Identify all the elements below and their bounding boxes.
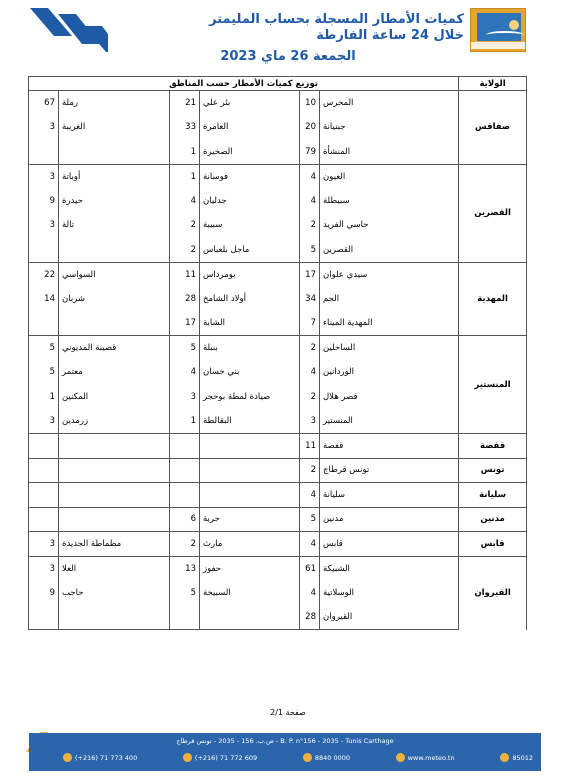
rainfall-value [170,605,200,630]
station-name: المهدية الميناء [320,311,459,336]
rainfall-value: 3 [29,115,59,140]
station-name [59,483,170,508]
rainfall-value: 28 [170,287,200,312]
rainfall-value: 34 [300,287,320,312]
table-row [29,385,527,410]
rainfall-value: 1 [170,140,200,165]
station-name: الصخيرة [200,140,300,165]
station-name: أولاد الشامخ [200,287,300,312]
rainfall-value: 5 [300,238,320,263]
rainfall-value: 7 [300,311,320,336]
fax-contact: (+216) 71 772 609 [183,753,257,762]
fax-icon [183,753,192,762]
rainfall-value: 5 [29,360,59,385]
rainfall-value: 2 [300,385,320,410]
rainfall-value: 20 [300,115,320,140]
rainfall-value: 3 [300,409,320,434]
table-row [29,581,527,606]
rainfall-value: 1 [29,385,59,410]
sms-icon [500,753,509,762]
station-name: جبنيانة [320,115,459,140]
decorative-stripes [28,6,108,52]
table-row [29,189,527,214]
rainfall-value: 2 [170,213,200,238]
station-name: تونس قرطاج [320,458,459,483]
station-name: الساحلين [320,336,459,361]
station-name: جربة [200,507,300,532]
distribution-header: توزيع كميات الأمطار حسب المناطق [29,77,459,91]
station-name: حاسي الفريد [320,213,459,238]
station-name [59,507,170,532]
station-name: شربان [59,287,170,312]
rainfall-table [28,76,527,630]
rainfall-value: 4 [300,189,320,214]
rainfall-value [170,483,200,508]
station-name: قصيبة المديوني [59,336,170,361]
table-row [29,91,527,116]
rainfall-value: 21 [170,91,200,116]
station-name: القيروان [320,605,459,630]
table-row [29,164,527,189]
rainfall-value: 4 [170,360,200,385]
station-name: سليانة [320,483,459,508]
phone-free-icon [303,753,312,762]
station-name: صيادة لمطة بوحجر [200,385,300,410]
rainfall-value: 14 [29,287,59,312]
table-row [29,262,527,287]
rainfall-value: 33 [170,115,200,140]
governorate-name: تونس [459,458,527,483]
rainfall-value: 11 [300,434,320,459]
station-name: قفصة [320,434,459,459]
rainfall-value: 1 [170,409,200,434]
table-row [29,532,527,557]
rainfall-value: 4 [300,164,320,189]
station-name [59,238,170,263]
report-subtitle: خلال 24 ساعة الفارطة [316,28,464,43]
rainfall-value: 5 [170,581,200,606]
free-number: 8840 0000 [303,753,350,762]
rainfall-value [29,140,59,165]
station-name [59,458,170,483]
report-title: كميات الأمطار المسجلة بحساب المليمتر [209,12,464,27]
sms-number: 85012 [500,753,533,762]
table-row [29,360,527,385]
governorate-name: سليانة [459,483,527,508]
station-name [59,434,170,459]
station-name: الغريبة [59,115,170,140]
table-row [29,605,527,630]
rainfall-value: 79 [300,140,320,165]
table-row [29,458,527,483]
table-row [29,213,527,238]
rainfall-value: 3 [29,213,59,238]
station-name: بومرداس [200,262,300,287]
station-name [59,311,170,336]
rainfall-value: 9 [29,189,59,214]
station-name: العلا [59,556,170,581]
rainfall-value: 5 [29,336,59,361]
station-name: سبيبة [200,213,300,238]
rainfall-value: 61 [300,556,320,581]
table-row [29,311,527,336]
rainfall-value: 22 [29,262,59,287]
station-name: الجم [320,287,459,312]
station-name [200,483,300,508]
governorate-name: القيروان [459,556,527,630]
station-name: الشبيكة [320,556,459,581]
rainfall-value: 10 [300,91,320,116]
governorate-name: المهدية [459,262,527,336]
rainfall-value: 9 [29,581,59,606]
station-name: الشابة [200,311,300,336]
governorate-name: صفاقس [459,91,527,165]
rainfall-value: 28 [300,605,320,630]
station-name: الوردانين [320,360,459,385]
rainfall-value: 4 [300,483,320,508]
station-name: مدنين [320,507,459,532]
station-name: المنستير [320,409,459,434]
station-name: القصرين [320,238,459,263]
phone-icon [63,753,72,762]
phone-contact: (+216) 71 773 400 [63,753,137,762]
footer-address: ص.ب. 156 - 2035 - تونس قرطاج - B. P. n°156 - 2035 - Tunis Carthage [176,737,394,745]
page-number: صفحة 2/1 [270,708,306,717]
station-name: العيون [320,164,459,189]
rainfall-value [29,507,59,532]
table-row [29,336,527,361]
station-name: الوسلاتية [320,581,459,606]
rainfall-value: 5 [170,336,200,361]
rainfall-value [170,458,200,483]
rainfall-value: 2 [300,458,320,483]
station-name: مارث [200,532,300,557]
station-name: بئر علي [200,91,300,116]
table-row [29,507,527,532]
station-name: رملة [59,91,170,116]
station-name: زرمدين [59,409,170,434]
station-name: العامرة [200,115,300,140]
station-name: معتمر [59,360,170,385]
rainfall-value [29,238,59,263]
rainfall-value: 67 [29,91,59,116]
station-name: سبيطلة [320,189,459,214]
globe-icon [396,753,405,762]
table-row [29,115,527,140]
station-name: المنشأة [320,140,459,165]
station-name: مطماطة الجديدة [59,532,170,557]
station-name: بنبلة [200,336,300,361]
rainfall-value [170,434,200,459]
table-row [29,483,527,508]
rainfall-value: 1 [170,164,200,189]
rainfall-value [29,483,59,508]
station-name: حيدرة [59,189,170,214]
rainfall-value: 17 [170,311,200,336]
table-row [29,434,527,459]
rainfall-value: 3 [29,164,59,189]
station-name: سيدي علوان [320,262,459,287]
rainfall-value: 3 [29,532,59,557]
station-name: فوسانة [200,164,300,189]
rainfall-value: 17 [300,262,320,287]
governorate-name: المنستير [459,336,527,434]
table-row [29,556,527,581]
station-name: المحرس [320,91,459,116]
rainfall-value: 13 [170,556,200,581]
governorate-name: قابس [459,532,527,557]
governorate-name: مدنين [459,507,527,532]
governorate-name: قفصة [459,434,527,459]
rainfall-value [29,605,59,630]
station-name [200,458,300,483]
station-name [200,434,300,459]
rainfall-value: 11 [170,262,200,287]
station-name: ماجل بلعباس [200,238,300,263]
rainfall-value: 2 [300,213,320,238]
station-name: السبيخة [200,581,300,606]
rainfall-value: 3 [29,409,59,434]
station-name: المكنين [59,385,170,410]
table-row [29,287,527,312]
rainfall-value: 4 [300,360,320,385]
rainfall-value: 3 [29,556,59,581]
rainfall-value: 3 [170,385,200,410]
station-name [59,605,170,630]
station-name: جدليان [200,189,300,214]
footer-bar [29,733,541,771]
rainfall-value: 4 [170,189,200,214]
table-row [29,409,527,434]
report-date: الجمعة 26 ماي 2023 [220,49,356,64]
station-name: قابس [320,532,459,557]
governorate-name: القصرين [459,164,527,262]
meteo-logo [470,8,526,52]
station-name: البقالطة [200,409,300,434]
station-name: قصر هلال [320,385,459,410]
rainfall-value [29,434,59,459]
rainfall-value [29,458,59,483]
table-row [29,140,527,165]
rainfall-value: 4 [300,532,320,557]
station-name: أوباتة [59,164,170,189]
station-name [200,605,300,630]
station-name: السواسي [59,262,170,287]
region-header: الولاية [459,77,527,91]
rainfall-value: 2 [170,532,200,557]
rainfall-value: 5 [300,507,320,532]
rainfall-value: 6 [170,507,200,532]
rainfall-value: 2 [170,238,200,263]
rainfall-value: 4 [300,581,320,606]
station-name: تالة [59,213,170,238]
table-row [29,238,527,263]
rainfall-value [29,311,59,336]
station-name: بني حسان [200,360,300,385]
station-name: حاجب [59,581,170,606]
rainfall-value: 2 [300,336,320,361]
station-name: حفوز [200,556,300,581]
website-link[interactable]: www.meteo.tn [396,753,455,762]
station-name [59,140,170,165]
